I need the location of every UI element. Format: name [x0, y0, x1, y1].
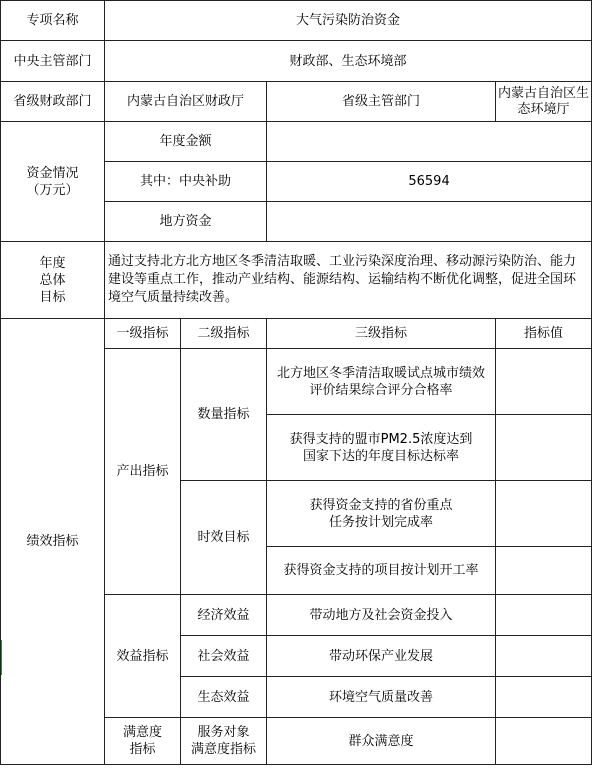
ecological-benefit-indicator: 环境空气质量改善 [267, 677, 496, 718]
central-subsidy-label: 其中：中央补助 [105, 162, 267, 202]
indicator-value-cell [496, 718, 592, 765]
funds-label [1, 122, 105, 242]
central-dept-label: 中央主管部门 [1, 41, 105, 82]
col-level3-header: 三级指标 [267, 319, 496, 349]
social-benefit-label: 社会效益 [181, 636, 267, 677]
annual-amount-value [267, 122, 592, 162]
ecological-benefit-label: 生态效益 [181, 677, 267, 718]
satisfaction-line1: 满意度 [122, 725, 162, 740]
project-name-label: 专项名称 [1, 1, 105, 41]
timeliness-indicator-label: 时效目标 [181, 481, 267, 595]
service-line2: 满意度指标 [190, 742, 256, 757]
satisfaction-indicator-label [105, 718, 181, 765]
indicator-value-cell [496, 415, 592, 481]
local-funds-label: 地方资金 [105, 202, 267, 242]
central-subsidy-value: 56594 [267, 162, 592, 202]
indicator-q1-line2: 评价结果综合评分合格率 [309, 382, 453, 398]
central-dept-value: 财政部、生态环境部 [105, 41, 592, 82]
service-line1: 服务对象 [197, 725, 250, 740]
quantity-indicator-label: 数量指标 [181, 349, 267, 481]
funds-label-line2: （万元） [26, 182, 79, 198]
benefit-indicator-label: 效益指标 [105, 595, 181, 718]
indicator-t1-line1: 获得资金支持的省份重点 [309, 497, 453, 513]
indicator-q1-line1: 北方地区冬季清洁取暖试点城市绩效 [276, 365, 485, 381]
service-satisfaction-label [181, 718, 267, 765]
prov-finance-value: 内蒙古自治区财政厅 [105, 82, 267, 122]
indicator-value-cell [496, 595, 592, 636]
economic-benefit-label: 经济效益 [181, 595, 267, 636]
indicator-t2: 获得资金支持的项目按计划开工率 [267, 547, 496, 595]
prov-finance-label: 省级财政部门 [1, 82, 105, 122]
prov-dept-value: 内蒙古自治区生态环境厅 [496, 82, 592, 122]
indicator-q2-line2: 国家下达的年度目标达标率 [302, 448, 459, 464]
annual-goal-text: 通过支持北方北方地区冬季清洁取暖、工业污染深度治理、移动源污染防治、能力建设等重点工作，推动产业结构、能源结构、运输结构不断优化调整，促进全国环境空气质量持续改善。 [105, 242, 592, 319]
indicator-value-cell [496, 481, 592, 547]
output-indicator-label: 产出指标 [105, 349, 181, 595]
indicator-value-cell [496, 636, 592, 677]
goal-label-line1: 年度 [39, 255, 66, 271]
indicator-q2-line1: 获得支持的盟市PM2.5浓度达到 [289, 431, 473, 447]
performance-label: 绩效指标 [1, 319, 105, 765]
col-level1-header: 一级指标 [105, 319, 181, 349]
indicator-q2 [267, 415, 496, 481]
col-level2-header: 二级指标 [181, 319, 267, 349]
project-name-value: 大气污染防治资金 [105, 1, 592, 41]
indicator-t1 [267, 481, 496, 547]
indicator-q1 [267, 349, 496, 415]
satisfaction-line2: 指标 [129, 742, 156, 757]
indicator-value-cell [496, 677, 592, 718]
annual-amount-label: 年度金额 [105, 122, 267, 162]
annual-goal-label [1, 242, 105, 319]
goal-label-line2: 总体 [39, 272, 66, 288]
indicator-value-cell [496, 349, 592, 415]
indicator-t1-line2: 任务按计划完成率 [328, 514, 433, 530]
col-value-header: 指标值 [496, 319, 592, 349]
economic-benefit-indicator: 带动地方及社会资金投入 [267, 595, 496, 636]
goal-label-line3: 目标 [39, 289, 66, 305]
local-funds-value [267, 202, 592, 242]
social-benefit-indicator: 带动环保产业发展 [267, 636, 496, 677]
public-satisfaction-indicator: 群众满意度 [267, 718, 496, 765]
funds-label-line1: 资金情况 [26, 165, 79, 181]
prov-dept-label: 省级主管部门 [267, 82, 496, 122]
indicator-value-cell [496, 547, 592, 595]
